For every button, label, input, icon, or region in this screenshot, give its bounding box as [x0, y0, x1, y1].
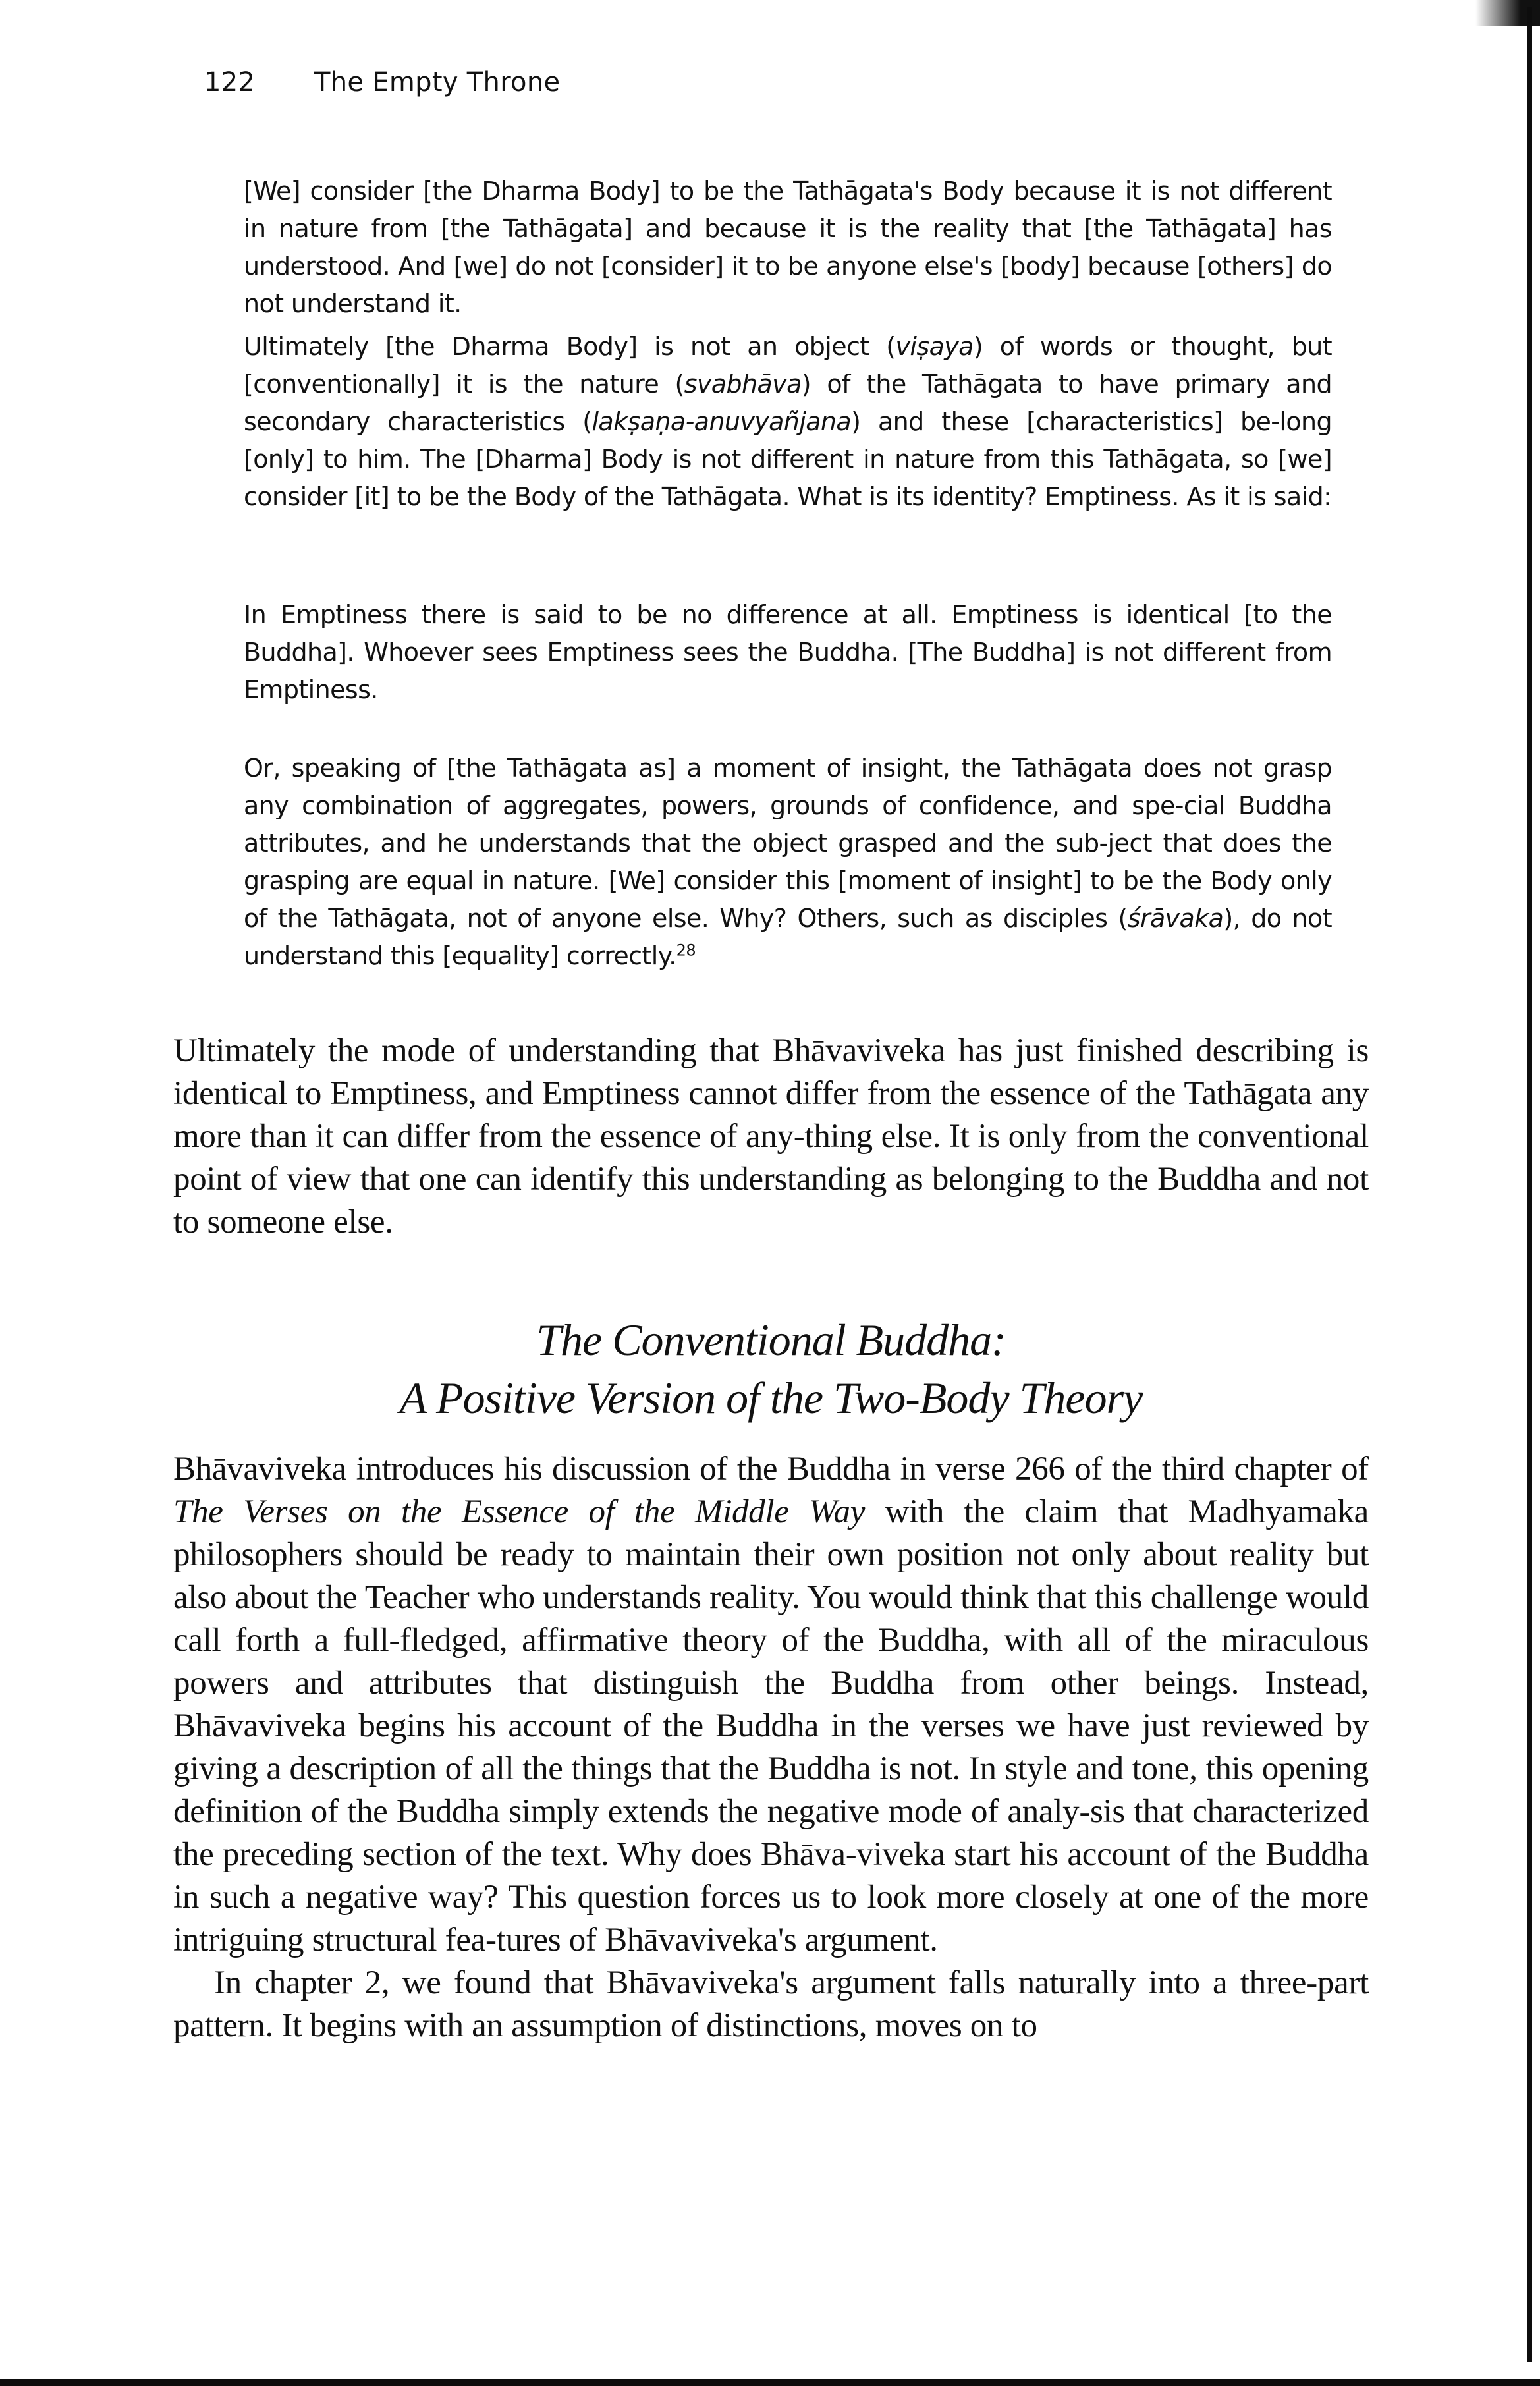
- text-run: ) of the Tathāgata to have primary and secondary characteristics (: [244, 370, 1332, 436]
- body-paragraph-2: [173, 1448, 1369, 1962]
- sanskrit-term: viṣaya: [895, 332, 974, 361]
- block-quote-text: [244, 750, 1332, 975]
- text-run: ) of words or thought, but [conventionally] it is the nature (: [244, 332, 1332, 399]
- text-run: Or, speaking of [the Tathāgata as] a moment of insight, the Tathāgata does not grasp any combination of aggregates, powers, grounds of confidence, and spe-cial Buddha attributes, and he understands that the object grasped and the sub-ject that does the grasping are equal in nature. [We] consider this [moment of insight] to be the Body only of the Tathāgata, not of anyone else. Why? Others, such as disciples (: [244, 754, 1332, 933]
- text-run: Ultimately [the Dharma Body] is not an object (: [244, 332, 896, 361]
- sanskrit-term: svabhāva: [684, 370, 802, 399]
- book-title: The Empty Throne: [314, 67, 561, 97]
- footnote-reference[interactable]: 28: [676, 941, 696, 960]
- block-quote-1: [244, 173, 1332, 323]
- block-quote-2: [244, 328, 1332, 516]
- sanskrit-term: śrāvaka: [1127, 904, 1224, 933]
- body-paragraph-3: In chapter 2, we found that Bhāvaviveka's argument falls naturally into a three-part pattern. It begins with an assumption of distinctions, moves on to: [173, 1964, 1369, 2044]
- block-quote-4: [244, 750, 1332, 975]
- section-heading: [173, 1311, 1369, 1427]
- body-paragraph-1: [173, 1030, 1369, 1244]
- block-quote-text: [244, 328, 1332, 516]
- paragraph-text: Ultimately the mode of understanding that Bhāvaviveka has just finished describing is identical to Emptiness, and Emptiness cannot differ from the essence of the Tathāgata any more than it can differ from the essence of any-thing else. It is only from the conventional point of view that one can identify this understanding as belonging to the Buddha and not to someone else.: [173, 1032, 1369, 1240]
- page-number: 122: [204, 67, 256, 97]
- sanskrit-term: lakṣaṇa-anuvyañjana: [591, 407, 852, 436]
- block-quote-text: [We] consider [the Dharma Body] to be the Tathāgata's Body because it is not different in nature from [the Tathāgata] and because it is the reality that [the Tathāgata] has understood. And [we] do not [consider] it to be anyone else's [body] because [others] do not understand it.: [244, 177, 1332, 318]
- page-right-edge: [1527, 7, 1532, 2362]
- text-run: Bhāvaviveka introduces his discussion of the Buddha in verse 266 of the third chapter of: [173, 1451, 1369, 1487]
- block-quote-text: In Emptiness there is said to be no difference at all. Emptiness is identical [to the Buddha]. Whoever sees Emptiness sees the Buddha. [The Buddha] is not different from Emptiness.: [244, 600, 1332, 704]
- page-bottom-edge: [0, 2379, 1540, 2386]
- body-section: [173, 1448, 1369, 2047]
- block-quote-3: [244, 596, 1332, 709]
- section-heading-line-2: A Positive Version of the Two-Body Theory: [399, 1373, 1143, 1423]
- text-run: ), do not understand this [equality] correctly.: [244, 904, 1332, 970]
- text-run: ) and these [characteristics] be-long [only] to him. The [Dharma] Body is not different in nature from this Tathāgata, so [we] consider [it] to be the Body of the Tathāgata. What is its identity? Emptiness. As it is said:: [244, 407, 1332, 511]
- work-title: The Verses on the Essence of the Middle Way: [173, 1493, 866, 1530]
- running-head: [204, 66, 560, 99]
- text-run: with the claim that Madhyamaka philosophers should be ready to maintain their own position not only about reality but also about the Teacher who understands reality. You would think that this challenge would call forth a full-fledged, affirmative theory of the Buddha, with all of the miraculous powers and attributes that distinguish the Buddha from other beings. Instead, Bhāvaviveka begins his account of the Buddha in the verses we have just reviewed by giving a description of all the things that the Buddha is not. In style and tone, this opening definition of the Buddha simply extends the negative mode of analy-sis that characterized the preceding section of the text. Why does Bhāva-viveka start his account of the Buddha in such a negative way? This question forces us to look more closely at one of the more intriguing structural fea-tures of Bhāvaviveka's argument.: [173, 1493, 1369, 1958]
- section-heading-line-1: The Conventional Buddha:: [536, 1315, 1006, 1365]
